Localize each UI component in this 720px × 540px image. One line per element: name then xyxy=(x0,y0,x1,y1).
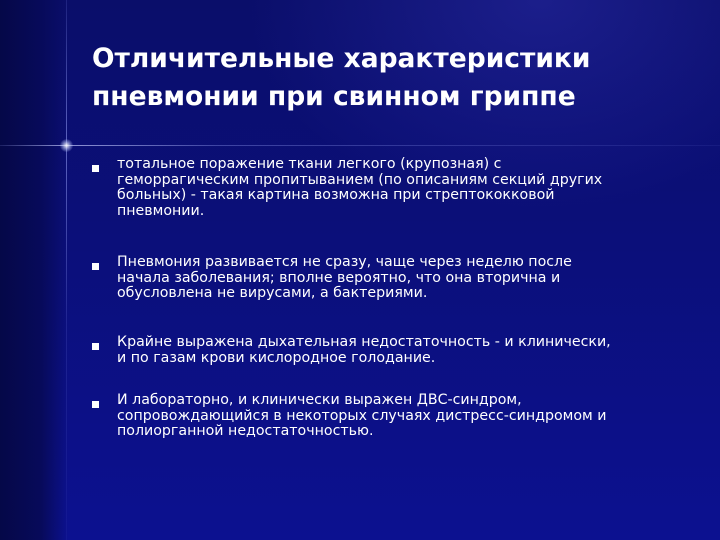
slide-title-line-2: пневмонии при свинном гриппе xyxy=(92,81,576,112)
bullet-text-line: И лабораторно, и клинически выражен ДВС-синдром, xyxy=(117,392,522,408)
bullet-text-line: Крайне выражена дыхательная недостаточность - и клинически, xyxy=(117,334,611,350)
left-decorative-band xyxy=(0,0,68,540)
bullet-text-line: тотальное поражение ткани легкого (крупозная) с xyxy=(117,156,502,172)
bullet-item xyxy=(92,393,606,440)
bullet-item xyxy=(92,255,572,302)
bullet-text-line: обусловлена не вирусами, а бактериями. xyxy=(117,285,428,301)
star-flare-icon xyxy=(60,139,73,152)
bullet-text-line: и по газам крови кислородное голодание. xyxy=(117,349,436,366)
bullet-text-line: геморрагическим пропитыванием (по описаниям секций других xyxy=(117,171,603,188)
bullet-text-line: Пневмония развивается не сразу, чаще через неделю после xyxy=(117,254,572,270)
square-bullet-icon xyxy=(92,263,99,270)
bullet-text-line: сопровождающийся в некоторых случаях дистресс-синдромом и xyxy=(117,407,607,424)
slide-title-line-1: Отличительные характеристики xyxy=(92,43,591,74)
bullet-item xyxy=(92,157,602,219)
square-bullet-icon xyxy=(92,343,99,350)
bullet-text-line: пневмонии. xyxy=(117,202,205,219)
vertical-accent-line xyxy=(66,0,67,540)
square-bullet-icon xyxy=(92,165,99,172)
bullet-text-line: больных) - такая картина возможна при стрептококковой xyxy=(117,187,555,203)
slide-title xyxy=(92,40,692,116)
bullet-text-line: полиорганной недостаточностью. xyxy=(117,423,374,439)
horizontal-accent-line xyxy=(0,145,720,146)
bullet-text-line: начала заболевания; вполне вероятно, что она вторична и xyxy=(117,269,561,286)
square-bullet-icon xyxy=(92,401,99,408)
bullet-item xyxy=(92,335,611,366)
